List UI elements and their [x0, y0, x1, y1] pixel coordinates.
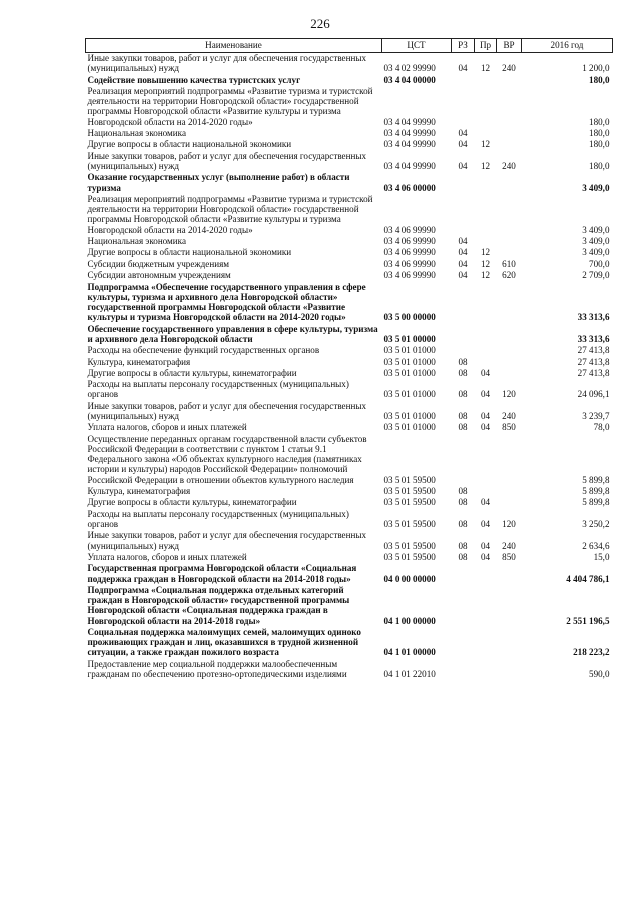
cell-pr: 04 — [480, 497, 491, 508]
table-row — [86, 282, 613, 324]
cell-cst: 03 5 01 01000 — [383, 422, 436, 433]
cell-vr: 240 — [502, 63, 516, 74]
cell-name: Иные закупки товаров, работ и услуг для обеспечения государственных (муниципальных) нужд — [87, 400, 366, 422]
table-row — [86, 151, 613, 173]
cell-vr — [497, 247, 522, 258]
cell-vr — [497, 139, 522, 150]
cell-rz — [452, 434, 475, 486]
cell-cst: 03 5 01 01000 — [383, 411, 436, 422]
cell-cst: 03 5 01 59500 — [383, 474, 436, 485]
cell-vr — [497, 357, 522, 368]
cell-name: Национальная экономика — [87, 127, 186, 138]
table-row — [86, 75, 613, 86]
cell-cst: 03 5 01 01000 — [383, 356, 436, 367]
cell-sum: 4 404 786,1 — [566, 573, 610, 584]
cell-vr: 240 — [502, 411, 516, 422]
cell-rz: 04 — [458, 247, 468, 258]
cell-rz — [452, 172, 475, 194]
cell-cst: 03 4 06 99990 — [383, 224, 436, 235]
table-row — [86, 128, 613, 139]
table-body — [86, 53, 613, 681]
cell-vr: 240 — [502, 160, 516, 171]
cell-vr — [497, 627, 522, 659]
cell-pr: 12 — [480, 139, 491, 150]
cell-cst: 03 5 01 59500 — [383, 486, 436, 497]
header-cst: ЦСТ — [382, 39, 452, 53]
table-row — [86, 552, 613, 563]
table-row — [86, 172, 613, 194]
cell-name: Культура, кинематография — [87, 486, 191, 497]
cell-pr: 12 — [480, 258, 491, 269]
cell-cst: 04 1 01 22010 — [383, 669, 436, 680]
cell-sum: 5 899,8 — [582, 474, 610, 485]
cell-rz: 08 — [458, 497, 468, 508]
cell-vr — [497, 236, 522, 247]
cell-pr: 04 — [480, 519, 491, 530]
cell-name: Расходы на выплаты персоналу государственных (муниципальных) органов — [87, 508, 349, 530]
table-row — [86, 627, 613, 659]
cell-name: Социальная поддержка малоимущих семей, малоимущих одиноко проживающих граждан и лиц, оказавшихся в трудной жизненной ситуации, а также граждан пожилого возраста — [87, 627, 361, 658]
table-row — [86, 422, 613, 433]
cell-rz — [452, 585, 475, 627]
cell-pr — [475, 75, 497, 86]
cell-name: Уплата налогов, сборов и иных платежей — [87, 422, 247, 433]
cell-vr — [497, 486, 522, 497]
cell-name: Иные закупки товаров, работ и услуг для обеспечения государственных (муниципальных) нужд — [87, 150, 366, 171]
cell-cst: 03 4 06 00000 — [383, 182, 436, 193]
table-row — [86, 357, 613, 368]
table-row — [86, 563, 613, 585]
cell-sum: 33 313,6 — [577, 312, 610, 323]
table-row — [86, 194, 613, 236]
cell-vr — [497, 128, 522, 139]
cell-vr — [497, 497, 522, 508]
cell-sum: 590,0 — [589, 669, 610, 680]
cell-pr — [475, 172, 497, 194]
cell-vr — [497, 324, 522, 346]
table-row — [86, 497, 613, 508]
cell-cst: 03 5 00 00000 — [383, 312, 436, 323]
cell-vr — [497, 345, 522, 356]
cell-vr — [497, 86, 522, 128]
cell-name: Национальная экономика — [87, 235, 186, 246]
cell-cst: 03 5 01 59500 — [383, 552, 436, 563]
cell-cst: 03 4 04 99990 — [383, 127, 436, 138]
cell-vr — [497, 585, 522, 627]
cell-pr: 04 — [480, 422, 491, 433]
page-number: 226 — [310, 16, 330, 31]
table-row — [86, 659, 613, 681]
cell-name: Расходы на обеспечение функций государственных органов — [87, 345, 320, 356]
cell-rz: 08 — [458, 519, 468, 530]
cell-sum: 5 899,8 — [582, 486, 610, 497]
table-row — [86, 368, 613, 379]
cell-sum: 78,0 — [593, 422, 610, 433]
cell-sum: 3 239,7 — [582, 411, 610, 422]
cell-pr: 04 — [480, 367, 491, 378]
cell-cst: 03 4 06 99990 — [383, 270, 436, 281]
cell-rz: 08 — [458, 486, 468, 497]
cell-pr — [475, 434, 497, 486]
cell-sum: 3 409,0 — [582, 224, 610, 235]
cell-cst: 04 0 00 00000 — [383, 573, 436, 584]
cell-pr — [475, 486, 497, 497]
cell-vr: 850 — [502, 552, 516, 563]
cell-pr — [475, 236, 497, 247]
budget-table — [85, 38, 613, 680]
cell-pr: 04 — [480, 552, 491, 563]
cell-pr — [475, 282, 497, 324]
cell-sum: 15,0 — [593, 552, 610, 563]
cell-cst: 03 4 02 99990 — [383, 63, 436, 74]
cell-sum: 3 409,0 — [582, 235, 610, 246]
cell-cst: 03 5 01 59500 — [383, 497, 436, 508]
cell-vr — [497, 194, 522, 236]
cell-name: Субсидии автономным учреждениям — [87, 270, 231, 281]
cell-name: Оказание государственных услуг (выполнение работ) в области туризма — [87, 172, 350, 193]
cell-name: Иные закупки товаров, работ и услуг для обеспечения государственных (муниципальных) нужд — [87, 53, 366, 74]
cell-name: Подпрограмма «Обеспечение государственного управления в сфере культуры, туризма и архивного дела Новгородской области» государственной программы Новгородской области «Развитие культуры и туризма Новгородской области на 2014-2020 годы» — [87, 281, 366, 323]
cell-name: Реализация мероприятий подпрограммы «Развитие туризма и туристской деятельности на территории Новгородской области» государственной программы Новгородской области «Развитие культуры и туризма Новгородской области на 2014-2020 годы» — [87, 193, 373, 235]
cell-name: Государственная программа Новгородской области «Социальная поддержка граждан в Новгородской области на 2014-2018 годы» — [87, 563, 357, 584]
cell-rz: 08 — [458, 422, 468, 433]
cell-cst: 03 5 01 01000 — [383, 367, 436, 378]
cell-sum: 27 413,8 — [577, 367, 610, 378]
cell-pr — [475, 563, 497, 585]
cell-name: Содействие повышению качества туристских услуг — [87, 74, 301, 85]
cell-rz: 08 — [458, 411, 468, 422]
cell-name: Реализация мероприятий подпрограммы «Развитие туризма и туристской деятельности на территории Новгородской области» государственной программы Новгородской области «Развитие культуры и туризма Новгородской области на 2014-2020 годы» — [87, 85, 373, 127]
table-row — [86, 324, 613, 346]
cell-pr: 04 — [480, 389, 491, 400]
cell-rz: 04 — [458, 127, 468, 138]
cell-pr — [475, 86, 497, 128]
table-row — [86, 486, 613, 497]
table-header-row — [86, 39, 613, 53]
cell-name: Предоставление мер социальной поддержки малообеспеченным гражданам по обеспечению протезно-ортопедическими изделиями — [87, 658, 347, 680]
cell-sum: 5 899,8 — [582, 497, 610, 508]
cell-rz — [452, 194, 475, 236]
cell-pr — [475, 324, 497, 346]
table-row — [86, 585, 613, 627]
cell-vr — [497, 659, 522, 681]
cell-pr: 04 — [480, 540, 491, 551]
cell-cst: 03 4 04 99990 — [383, 139, 436, 150]
cell-rz — [452, 345, 475, 356]
table-row — [86, 345, 613, 356]
cell-rz: 08 — [458, 540, 468, 551]
cell-pr — [475, 585, 497, 627]
cell-vr: 120 — [502, 389, 516, 400]
cell-pr — [475, 627, 497, 659]
cell-pr — [475, 345, 497, 356]
header-pr: Пр — [475, 39, 497, 53]
cell-pr: 12 — [480, 160, 491, 171]
cell-sum: 24 096,1 — [577, 389, 610, 400]
table-row — [86, 379, 613, 401]
cell-rz: 08 — [458, 356, 468, 367]
cell-name: Расходы на выплаты персоналу государственных (муниципальных) органов — [87, 379, 349, 400]
cell-name: Подпрограмма «Социальная поддержка отдельных категорий граждан в Новгородской области» государственной программы Новгородской области «Социальная поддержка граждан в Новгородской области на 2014-2018 годы» — [87, 585, 350, 626]
table-row — [86, 270, 613, 281]
cell-sum: 218 223,2 — [573, 647, 610, 658]
cell-rz — [452, 324, 475, 346]
cell-cst: 04 1 00 00000 — [383, 615, 436, 626]
cell-rz — [452, 86, 475, 128]
cell-cst: 03 4 06 99990 — [383, 247, 436, 258]
cell-cst: 03 5 01 01000 — [383, 389, 436, 400]
table-row — [86, 86, 613, 128]
cell-cst: 03 4 04 99990 — [383, 116, 436, 127]
cell-name: Другие вопросы в области культуры, кинематографии — [87, 497, 297, 508]
cell-pr: 12 — [480, 63, 491, 74]
cell-name: Другие вопросы в области культуры, кинематографии — [87, 367, 297, 378]
cell-rz — [452, 659, 475, 681]
cell-cst: 03 5 01 59500 — [383, 519, 436, 530]
cell-pr — [475, 659, 497, 681]
cell-sum: 700,0 — [589, 258, 610, 269]
cell-sum: 180,0 — [589, 160, 610, 171]
cell-name: Иные закупки товаров, работ и услуг для обеспечения государственных (муниципальных) нужд — [87, 530, 366, 551]
header-rz: РЗ — [452, 39, 475, 53]
cell-sum: 180,0 — [589, 139, 610, 150]
cell-rz — [452, 75, 475, 86]
cell-sum: 2 551 196,5 — [566, 615, 610, 626]
cell-vr — [497, 563, 522, 585]
cell-pr — [475, 194, 497, 236]
cell-vr: 620 — [502, 270, 516, 281]
cell-rz: 04 — [458, 139, 468, 150]
cell-cst: 03 5 01 01000 — [383, 345, 436, 356]
cell-vr — [497, 368, 522, 379]
cell-rz: 04 — [458, 235, 468, 246]
cell-rz: 08 — [458, 367, 468, 378]
table-row — [86, 434, 613, 486]
table-row — [86, 259, 613, 270]
cell-rz: 04 — [458, 160, 468, 171]
cell-sum: 180,0 — [589, 116, 610, 127]
cell-name: Обеспечение государственного управления в сфере культуры, туризма и архивного дела Новгородской области — [87, 323, 378, 344]
cell-sum: 3 409,0 — [582, 247, 610, 258]
cell-rz: 04 — [458, 63, 468, 74]
cell-rz — [452, 563, 475, 585]
cell-sum: 3 250,2 — [582, 519, 610, 530]
cell-cst: 03 4 06 99990 — [383, 258, 436, 269]
cell-name: Уплата налогов, сборов и иных платежей — [87, 552, 247, 563]
cell-cst: 03 5 01 00000 — [383, 333, 436, 344]
cell-sum: 3 409,0 — [582, 182, 610, 193]
cell-vr: 240 — [502, 540, 516, 551]
cell-cst: 04 1 01 00000 — [383, 647, 436, 658]
cell-sum: 1 200,0 — [582, 63, 610, 74]
header-vr: ВР — [497, 39, 522, 53]
cell-rz — [452, 627, 475, 659]
table-row — [86, 509, 613, 531]
table-row — [86, 236, 613, 247]
cell-vr: 610 — [502, 258, 516, 269]
cell-sum: 180,0 — [589, 127, 610, 138]
cell-vr — [497, 75, 522, 86]
table-row — [86, 53, 613, 75]
cell-rz: 08 — [458, 552, 468, 563]
cell-pr — [475, 357, 497, 368]
cell-vr: 120 — [502, 519, 516, 530]
cell-name: Субсидии бюджетным учреждениям — [87, 258, 230, 269]
cell-vr — [497, 172, 522, 194]
cell-cst: 03 4 04 00000 — [383, 74, 436, 85]
cell-name: Другие вопросы в области национальной экономики — [87, 139, 292, 150]
cell-rz — [452, 282, 475, 324]
cell-vr — [497, 282, 522, 324]
cell-pr: 04 — [480, 411, 491, 422]
cell-rz: 04 — [458, 258, 468, 269]
cell-rz: 08 — [458, 389, 468, 400]
cell-pr — [475, 128, 497, 139]
cell-sum: 27 413,8 — [577, 356, 610, 367]
cell-vr: 850 — [502, 422, 516, 433]
cell-name: Другие вопросы в области национальной экономики — [87, 247, 292, 258]
table-row — [86, 139, 613, 150]
cell-sum: 2 709,0 — [582, 270, 610, 281]
cell-rz: 04 — [458, 270, 468, 281]
cell-sum: 27 413,8 — [577, 345, 610, 356]
cell-sum: 2 634,6 — [582, 540, 610, 551]
table-row — [86, 530, 613, 552]
table-row — [86, 401, 613, 423]
cell-sum: 180,0 — [589, 74, 610, 85]
cell-cst: 03 4 06 99990 — [383, 235, 436, 246]
cell-name: Осуществление переданных органам государственной власти субъектов Российской Федерации в соответствии с пунктом 1 статьи 9.1 Федерального закона «Об объектах культурного наследия (памятниках истории и культуры) народов Российской Федерации» полномочий Российской Федерации в отношении объектов культурного наследия — [87, 433, 367, 485]
cell-cst: 03 5 01 59500 — [383, 540, 436, 551]
cell-vr — [497, 434, 522, 486]
cell-name: Культура, кинематография — [87, 356, 191, 367]
cell-pr: 12 — [480, 270, 491, 281]
cell-cst: 03 4 04 99990 — [383, 160, 436, 171]
cell-pr: 12 — [480, 247, 491, 258]
header-sum: 2016 год — [522, 39, 613, 53]
cell-sum: 33 313,6 — [577, 333, 610, 344]
header-name: Наименование — [86, 39, 382, 53]
table-row — [86, 247, 613, 258]
